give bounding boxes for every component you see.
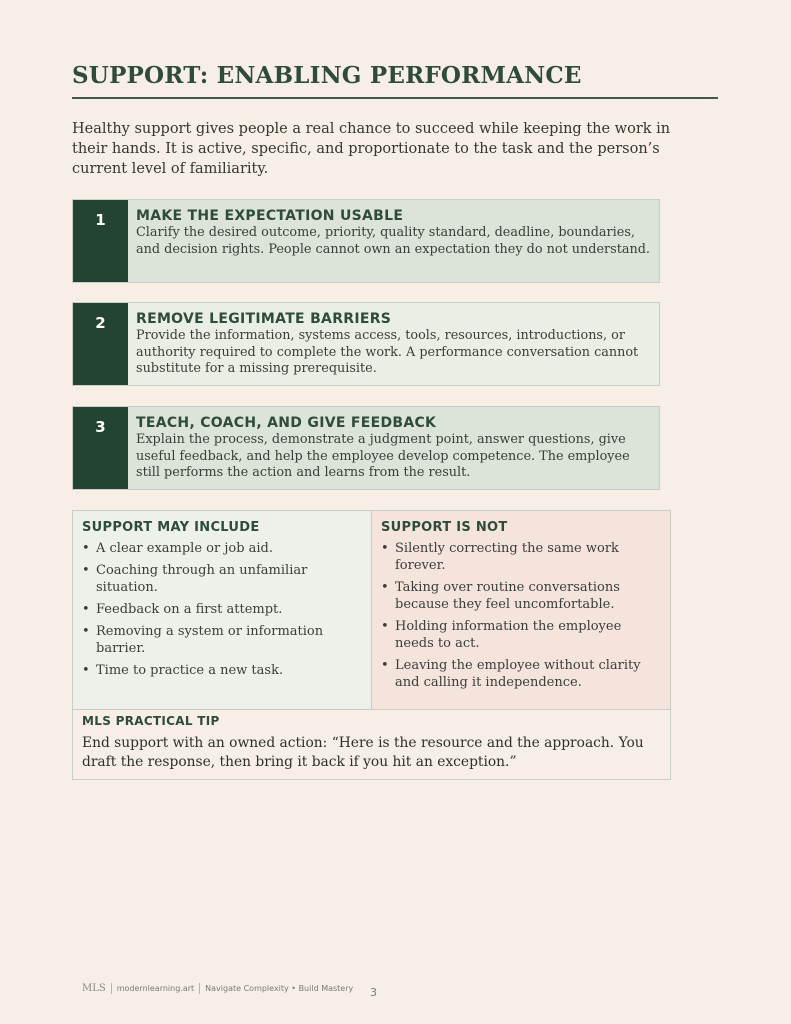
bullet-icon: •	[381, 541, 389, 556]
list-item-text: Coaching through an unfamiliar situation.	[96, 563, 308, 595]
step-card-2	[72, 302, 660, 386]
support-is-not-column	[372, 511, 670, 709]
footer-site-link[interactable]: modernlearning.art	[116, 984, 195, 993]
footer-divider	[111, 983, 112, 994]
bullet-icon: •	[381, 619, 389, 634]
bullet-icon: •	[82, 541, 90, 556]
step-card-3	[72, 406, 660, 490]
bullet-icon: •	[82, 563, 90, 578]
list-item	[82, 562, 362, 596]
column-heading: SUPPORT IS NOT	[381, 520, 508, 535]
list-item	[82, 623, 362, 657]
step-title: MAKE THE EXPECTATION USABLE	[136, 208, 404, 224]
list-item-text: Leaving the employee without clarity and calling it independence.	[395, 658, 641, 690]
step-body	[128, 407, 659, 489]
step-card-1	[72, 199, 660, 283]
footer-divider	[199, 983, 200, 994]
mls-logo: MLS	[82, 983, 106, 994]
step-description: Clarify the desired outcome, priority, quality standard, deadline, boundaries, and decision rights. People cannot own an expectation they do not understand.	[136, 225, 650, 257]
list-item	[82, 601, 362, 618]
support-comparison-box	[72, 510, 671, 780]
list-item-text: Holding information the employee needs to act.	[395, 619, 622, 651]
list-item-text: A clear example or job aid.	[96, 541, 274, 556]
bullet-icon: •	[381, 658, 389, 673]
list-item	[381, 540, 661, 574]
intro-paragraph: Healthy support gives people a real chance to succeed while keeping the work in their hands. It is active, specific, and proportionate to the task and the person’s current level of familiarity.	[72, 121, 671, 177]
list-item	[381, 618, 661, 652]
support-is-not-list	[381, 540, 661, 691]
step-description: Explain the process, demonstrate a judgment point, answer questions, give useful feedback, and help the employee develop competence. The employee still performs the action and learns from the result.	[136, 432, 630, 480]
title-divider	[72, 97, 718, 99]
support-may-include-column	[73, 511, 372, 709]
list-item-text: Feedback on a first attempt.	[96, 602, 283, 617]
page-title: SUPPORT: ENABLING PERFORMANCE	[72, 62, 582, 89]
step-description: Provide the information, systems access, tools, resources, introductions, or authority required to complete the work. A performance conversation cannot substitute for a missing prerequisite.	[136, 328, 639, 376]
list-item-text: Taking over routine conversations because they feel uncomfortable.	[395, 580, 620, 612]
tip-text: End support with an owned action: “Here is the resource and the approach. You draft the response, then bring it back if you hit an exception.”	[82, 735, 644, 770]
practical-tip-box	[73, 709, 670, 779]
column-heading: SUPPORT MAY INCLUDE	[82, 520, 260, 535]
step-body	[128, 303, 659, 385]
step-number-badge: 3	[73, 407, 128, 489]
step-number-badge: 2	[73, 303, 128, 385]
bullet-icon: •	[381, 580, 389, 595]
bullet-icon: •	[82, 624, 90, 639]
bullet-icon: •	[82, 602, 90, 617]
step-number-badge: 1	[73, 200, 128, 282]
list-item	[82, 540, 362, 557]
page-number: 3	[370, 986, 377, 999]
list-item-text: Time to practice a new task.	[96, 663, 284, 678]
list-item	[381, 579, 661, 613]
list-item-text: Removing a system or information barrier.	[96, 624, 324, 656]
list-item-text: Silently correcting the same work forever.	[395, 541, 619, 573]
list-item	[381, 657, 661, 691]
page-footer	[82, 983, 353, 994]
support-may-include-list	[82, 540, 362, 679]
step-title: TEACH, COACH, AND GIVE FEEDBACK	[136, 415, 437, 431]
step-title: REMOVE LEGITIMATE BARRIERS	[136, 311, 392, 327]
bullet-icon: •	[82, 663, 90, 678]
list-item	[82, 662, 362, 679]
footer-tagline: Navigate Complexity • Build Mastery	[205, 984, 354, 993]
tip-heading: MLS PRACTICAL TIP	[82, 714, 220, 728]
step-body	[128, 200, 659, 282]
